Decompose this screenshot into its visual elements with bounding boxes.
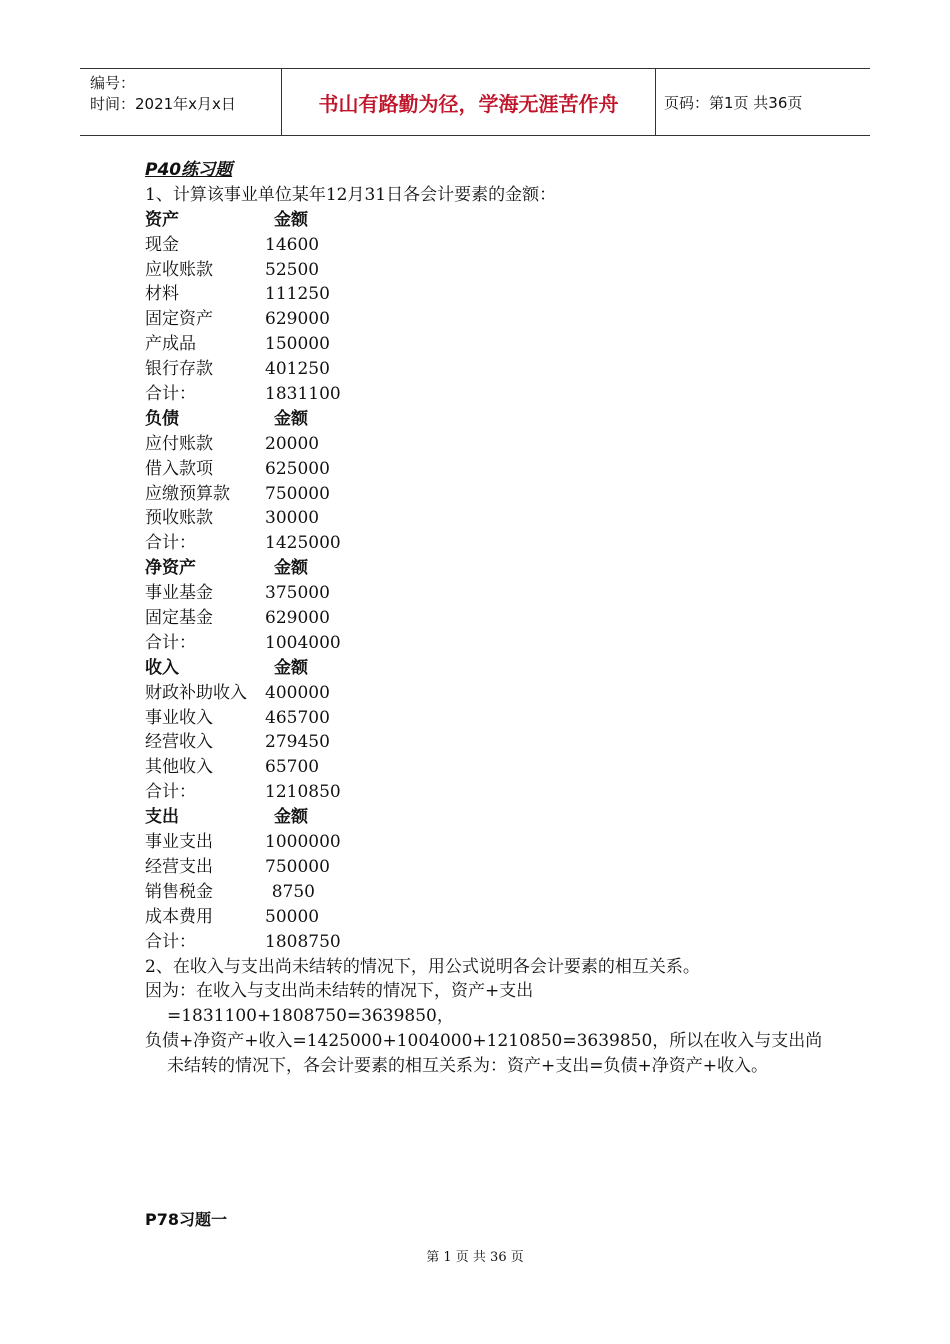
header-motto: 书山有路勤为径，学海无涯苦作舟: [282, 69, 656, 135]
table-row: [145, 307, 845, 332]
row-label: 其他收入: [145, 757, 213, 778]
answer-line: =1831100+1808750=3639850，: [167, 1006, 454, 1027]
row-label: 借入款项: [145, 458, 213, 479]
row-value: 1210850: [265, 782, 341, 803]
table-row: [145, 382, 845, 407]
row-value: 1425000: [265, 533, 341, 554]
row-label: 材料: [145, 284, 179, 305]
row-label: 应缴预算款: [145, 483, 230, 504]
table-row: [145, 282, 845, 307]
table-row: [145, 880, 845, 905]
doc-number-label: 编号：: [90, 74, 136, 92]
section-amount-label: 金额: [274, 807, 308, 828]
row-value: 52500: [265, 259, 320, 280]
row-label: 固定资产: [145, 309, 213, 330]
table-row: [145, 706, 845, 731]
table-row: [145, 780, 845, 805]
table-row: [145, 531, 845, 556]
row-value: 1000000: [265, 832, 341, 853]
header-left-cell: [80, 69, 282, 135]
row-label: 产成品: [145, 334, 196, 355]
section-name: 收入: [145, 657, 179, 678]
section-header: [145, 208, 845, 233]
row-label: 成本费用: [145, 906, 213, 927]
question-2: 2、在收入与支出尚未结转的情况下，用公式说明各会计要素的相互关系。: [145, 956, 700, 977]
table-row: [145, 730, 845, 755]
section-name: 支出: [145, 807, 179, 828]
row-value: 750000: [265, 483, 330, 504]
section-name: 负债: [145, 408, 179, 429]
section-amount-label: 金额: [274, 209, 308, 230]
row-label: 销售税金: [145, 881, 213, 902]
row-value: 629000: [265, 309, 330, 330]
answer-line: 未结转的情况下，各会计要素的相互关系为：资产+支出=负债+净资产+收入。: [167, 1056, 768, 1077]
table-row: [145, 233, 845, 258]
row-label: 事业支出: [145, 832, 213, 853]
table-row: [145, 631, 845, 656]
page-footer: 第 1 页 共 36 页: [426, 1250, 524, 1265]
document-body: [145, 158, 845, 1079]
table-row: [145, 506, 845, 531]
row-label: 财政补助收入: [145, 682, 247, 703]
row-value: 150000: [265, 334, 330, 355]
row-label: 应收账款: [145, 259, 213, 280]
row-value: 625000: [265, 458, 330, 479]
doc-time-label: 时间：2021年x月x日: [90, 95, 236, 113]
section-amount-label: 金额: [274, 408, 308, 429]
row-value: 1831100: [265, 384, 341, 405]
section-name: 资产: [145, 209, 179, 230]
table-row: [145, 357, 845, 382]
row-label: 事业基金: [145, 583, 213, 604]
row-value: 1808750: [265, 931, 341, 952]
table-row: [145, 332, 845, 357]
section-amount-label: 金额: [274, 558, 308, 579]
row-label: 合计：: [145, 384, 196, 405]
answer-line: 负债+净资产+收入=1425000+1004000+1210850=3639850，所以在收入与支出尚: [145, 1031, 823, 1052]
row-label: 合计：: [145, 931, 196, 952]
table-row: [145, 905, 845, 930]
table-row: [145, 930, 845, 955]
header-page-info: 页码：第1页 共36页: [664, 93, 803, 112]
row-value: 30000: [265, 508, 320, 529]
table-row: [145, 830, 845, 855]
next-exercise-heading: P78习题一: [145, 1210, 227, 1229]
row-value: 400000: [265, 682, 330, 703]
row-value: 465700: [265, 707, 330, 728]
row-value: 750000: [265, 856, 330, 877]
table-row: [145, 606, 845, 631]
row-value: 20000: [265, 433, 320, 454]
question-1: 1、计算该事业单位某年12月31日各会计要素的金额：: [145, 184, 557, 205]
row-label: 银行存款: [145, 359, 213, 380]
row-value: 375000: [265, 583, 330, 604]
row-label: 经营收入: [145, 732, 213, 753]
row-value: 8750: [271, 881, 315, 902]
table-row: [145, 432, 845, 457]
table-row: [145, 258, 845, 283]
row-label: 经营支出: [145, 856, 213, 877]
row-label: 应付账款: [145, 433, 213, 454]
row-label: 现金: [145, 234, 179, 255]
table-row: [145, 581, 845, 606]
row-label: 事业收入: [145, 707, 213, 728]
section-header: [145, 407, 845, 432]
row-label: 固定基金: [145, 608, 213, 629]
section-header: [145, 556, 845, 581]
row-label: 合计：: [145, 533, 196, 554]
row-label: 合计：: [145, 632, 196, 653]
row-value: 111250: [265, 284, 330, 305]
row-value: 14600: [265, 234, 320, 255]
row-value: 279450: [265, 732, 330, 753]
section-header: [145, 656, 845, 681]
section-name: 净资产: [145, 558, 196, 579]
row-value: 1004000: [265, 632, 341, 653]
row-value: 65700: [265, 757, 320, 778]
exercise-title: P40练习题: [145, 160, 233, 180]
table-row: [145, 482, 845, 507]
row-value: 629000: [265, 608, 330, 629]
section-amount-label: 金额: [274, 657, 308, 678]
row-label: 预收账款: [145, 508, 213, 529]
section-header: [145, 805, 845, 830]
table-row: [145, 457, 845, 482]
answer-line: 因为：在收入与支出尚未结转的情况下，资产+支出: [145, 981, 534, 1002]
page-header: [80, 68, 870, 136]
row-value: 401250: [265, 359, 330, 380]
row-value: 50000: [265, 906, 320, 927]
table-row: [145, 681, 845, 706]
row-label: 合计：: [145, 782, 196, 803]
table-row: [145, 755, 845, 780]
table-row: [145, 855, 845, 880]
account-sections: [145, 208, 845, 955]
